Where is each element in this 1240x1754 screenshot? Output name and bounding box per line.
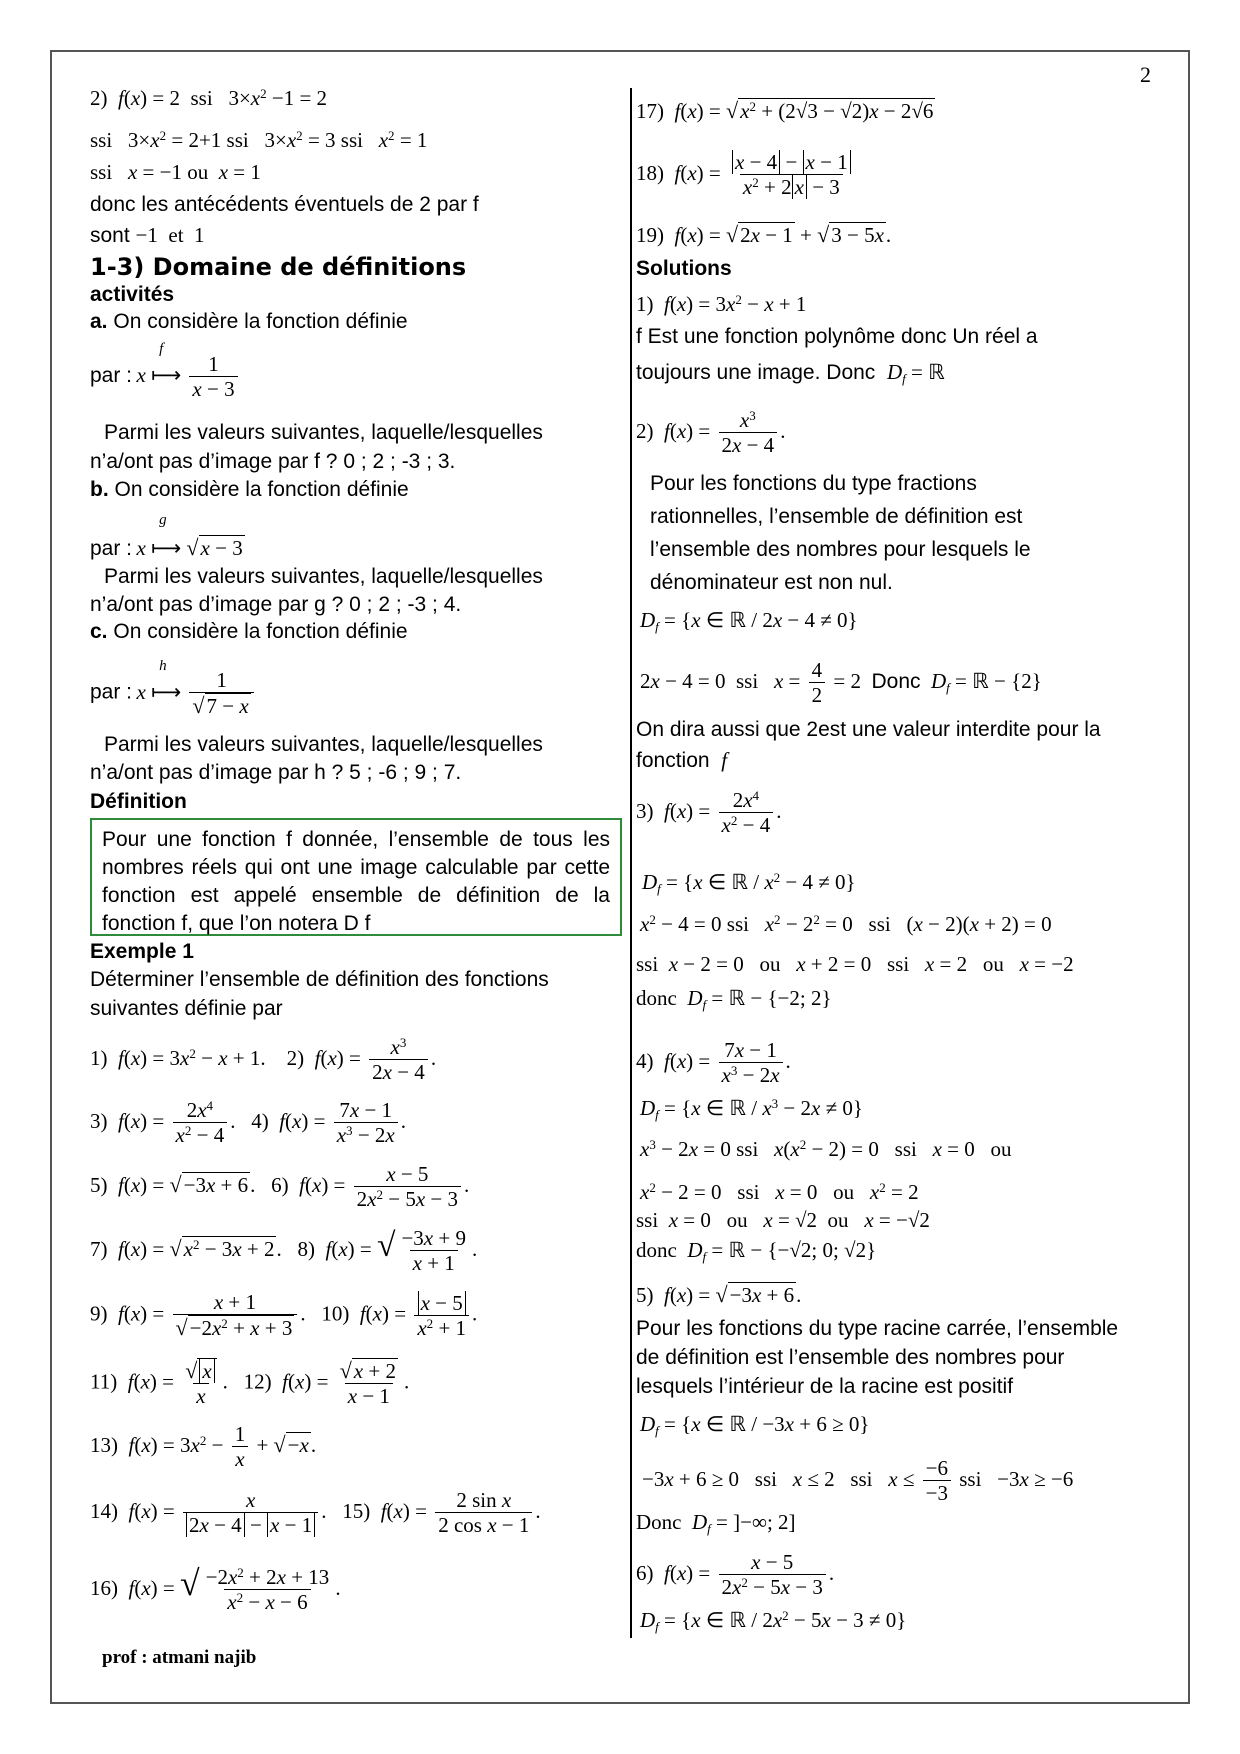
solution-2-interdite-1: On dira aussi que 2est une valeur interdite pour la (636, 718, 1101, 741)
solution-5-domain-set: $D_f = \{x$ ∈ ℝ / −3x + 6 ≥ 0} (640, 1412, 870, 1438)
solution-2-function: 2) f(x) = $\frac{x^3}{2x - 4}$ . (636, 407, 786, 458)
solution-5-text-3: lesquels l’intérieur de la racine est positif (636, 1375, 1014, 1398)
solution-3-equation-1: $x^2 - 4 = 0$ ssi $x^2 - 2^2 = 0$ ssi (x − 2)(x + 2) = 0 (640, 911, 1052, 936)
antecedent-line-4: donc les antécédents éventuels de 2 par f (90, 193, 479, 216)
solution-3-domain: donc $D_f$ = ℝ − {−2; 2} (636, 986, 832, 1012)
solution-4-equation-1: $x^3 - 2x = 0$ ssi $x(x^2 - 2) = 0$ ssi x = 0 ou (640, 1136, 1012, 1161)
exemple-title: Exemple 1 (90, 940, 194, 963)
antecedent-line-5: sont −1 et 1 (90, 223, 205, 247)
solution-1-function: 1) $f(x) = 3x^2 - x + 1$ (636, 291, 807, 316)
solution-5-function: 5) f(x) = √−3x + 6. (636, 1282, 802, 1307)
activity-b-values: n’a/ont pas d’image par g ? 0 ; 2 ; -3 ; 4. (90, 593, 462, 616)
solution-2-equation: 2x − 4 = 0 ssi x = $\frac{4}{2}$ = 2 Donc $D_f$ = ℝ − {2} (640, 658, 1042, 708)
exercise-1-2: 1) $f(x) = 3x^2 - x + 1$. 2) f(x) = $\frac{x^3}{2x - 4}$ . (90, 1034, 437, 1085)
exercise-9-10: 9) f(x) = $\frac{x + 1}{√-2x^2 + x + 3}$ . 10) f(x) = $\frac{x - 5}{x^2 + 1}$ . (90, 1290, 478, 1341)
solutions-title: Solutions (636, 257, 732, 280)
solution-5-domain: Donc $D_f$ = ]−∞; 2] (636, 1510, 796, 1536)
exercise-13: 13) $f(x) = 3x^2$ − $\frac{1}{x}$ + √−x. (90, 1422, 317, 1472)
solution-1-domain: toujours une image. Donc $D_f$ = ℝ (636, 360, 945, 386)
activity-c-values: n’a/ont pas d’image par h ? 5 ; -6 ; 9 ; 7. (90, 761, 462, 784)
section-title: 1-3) Domaine de définitions (90, 253, 467, 281)
activity-a-function: par : x f ⟼ $\frac{1}{x - 3}$ (90, 352, 241, 402)
activity-a-intro: a. On considère la fonction définie (90, 310, 408, 333)
author-footer: prof : atmani najib (102, 1647, 257, 1668)
solution-4-equation-2: $x^2 - 2 = 0$ ssi x = 0 ou $x^2 = 2$ (640, 1179, 919, 1204)
solution-4-domain: donc $D_f$ = ℝ − {−√2; 0; √2} (636, 1238, 877, 1264)
exercise-18: 18) f(x) = $\frac{x - 4 - x - 1}{x^2 + 2 x - 3}$ (636, 150, 857, 200)
activity-b-question: Parmi les valeurs suivantes, laquelle/lesquelles (104, 565, 543, 588)
exercise-11-12: 11) f(x) = $\frac{√ x}{x}$ . 12) f(x) = $\frac{√x + 2}{x - 1}$ . (90, 1358, 410, 1409)
solution-5-inequality: −3x + 6 ≥ 0 ssi x ≤ 2 ssi x ≤ $\frac{-6}{-3}$ ssi −3x ≥ −6 (642, 1456, 1074, 1506)
antecedent-line-1: 2) f(x) = 2 ssi $3\times x^2 -1 = 2$ (90, 85, 328, 110)
page-number: 2 (1140, 62, 1151, 87)
exercise-5-6: 5) f(x) = √−3x + 6. 6) f(x) = $\frac{x - 5}{2x^2 - 5x - 3}$ . (90, 1162, 470, 1212)
solution-4-equation-3: ssi x = 0 ou x = √2 ou x = −√2 (636, 1208, 930, 1232)
antecedent-line-3: ssi x = −1 ou x = 1 (90, 160, 261, 184)
activity-a-question: Parmi les valeurs suivantes, laquelle/lesquelles (104, 421, 543, 444)
exercise-17: 17) $f(x) = √x^2 + (2√3 - √2)x - 2√6$ (636, 98, 934, 123)
solution-3-equation-2: ssi x − 2 = 0 ou x + 2 = 0 ssi x = 2 ou x = −2 (636, 952, 1074, 976)
exercise-3-4: 3) f(x) = $\frac{2x^4}{x^2 - 4}$ . 4) f(x) = $\frac{7x - 1}{x^3 - 2x}$ . (90, 1097, 406, 1148)
activity-b-function: par : x g ⟼ √x − 3 (90, 512, 243, 560)
exercise-16: 16) f(x) = √ $\frac{-2x^2 + 2x + 13}{x^2 - x - 6}$ . (90, 1563, 341, 1615)
activity-c-question: Parmi les valeurs suivantes, laquelle/lesquelles (104, 733, 543, 756)
solution-4-function: 4) f(x) = $\frac{7x - 1}{x^3 - 2x}$ . (636, 1038, 791, 1088)
exemple-text-1: Déterminer l’ensemble de définition des fonctions (90, 968, 549, 991)
solution-6-domain-set: $D_f = \{x$ ∈ ℝ / $2x^2 - 5x - 3 \ne 0$} (640, 1607, 907, 1634)
solution-6-function: 6) f(x) = $\frac{x - 5}{2x^2 - 5x - 3}$ . (636, 1550, 835, 1600)
solution-5-text-2: de définition est l’ensemble des nombres pour (636, 1346, 1065, 1369)
activity-a-values: n’a/ont pas d’image par f ? 0 ; 2 ; -3 ; 3. (90, 450, 456, 473)
solution-2-interdite-2: fonction f (636, 748, 728, 772)
exercise-14-15: 14) f(x) = $\frac{x}{2x - 4 - x - 1}$ . 15) f(x) = $\frac{\text{2 sin x}}{\text{2 cos x − 1}}$ . (90, 1488, 541, 1538)
activity-b-intro: b. On considère la fonction définie (90, 478, 409, 501)
exercise-19: 19) f(x) = √2x − 1 + √3 − 5x. (636, 222, 892, 247)
exemple-text-2: suivantes définie par (90, 997, 283, 1020)
antecedent-line-2: ssi $3\times x^2 = 2+1$ ssi $3\times x^2 = 3$ ssi $x^2 = 1$ (90, 127, 428, 152)
solution-2-domain-set: $D_f = \{x$ ∈ ℝ / 2x − 4 ≠ 0} (640, 608, 858, 634)
solution-2-text-2: rationnelles, l’ensemble de définition est (650, 505, 1023, 528)
solution-2-text-3: l’ensemble des nombres pour lesquels le (650, 538, 1031, 561)
solution-4-domain-set: $D_f = \{x$ ∈ ℝ / $x^3 - 2x \ne 0$} (640, 1095, 863, 1122)
activity-c-function: par : x h ⟼ $\frac{1}{√7 - x}$ (90, 668, 257, 720)
activites-title: activités (90, 283, 175, 306)
activity-c-intro: c. On considère la fonction définie (90, 620, 408, 643)
solution-2-text-1: Pour les fonctions du type fractions (650, 472, 977, 495)
solution-5-text-1: Pour les fonctions du type racine carrée, l’ensemble (636, 1317, 1119, 1340)
definition-title: Définition (90, 790, 187, 813)
solution-3-domain-set: $D_f = \{x$ ∈ ℝ / $x^2 - 4 \ne 0$} (642, 869, 856, 896)
exercise-7-8: 7) $f(x) = √x^2 - 3x + 2$. 8) f(x) = √ $\frac{-3x + 9}{x + 1}$ . (90, 1226, 478, 1276)
definition-box: Pour une fonction f donnée, l’ensemble de tous les nombres réels qui ont une image calculable par cette fonction est appelé ensemble de définition de la fonction f, que l’on notera D f (90, 818, 622, 936)
solution-3-function: 3) f(x) = $\frac{2x^4}{x^2 - 4}$ . (636, 787, 782, 838)
column-separator (630, 88, 632, 1638)
solution-2-text-4: dénominateur est non nul. (650, 571, 893, 594)
solution-1-text: f Est une fonction polynôme donc Un réel a (636, 325, 1038, 348)
